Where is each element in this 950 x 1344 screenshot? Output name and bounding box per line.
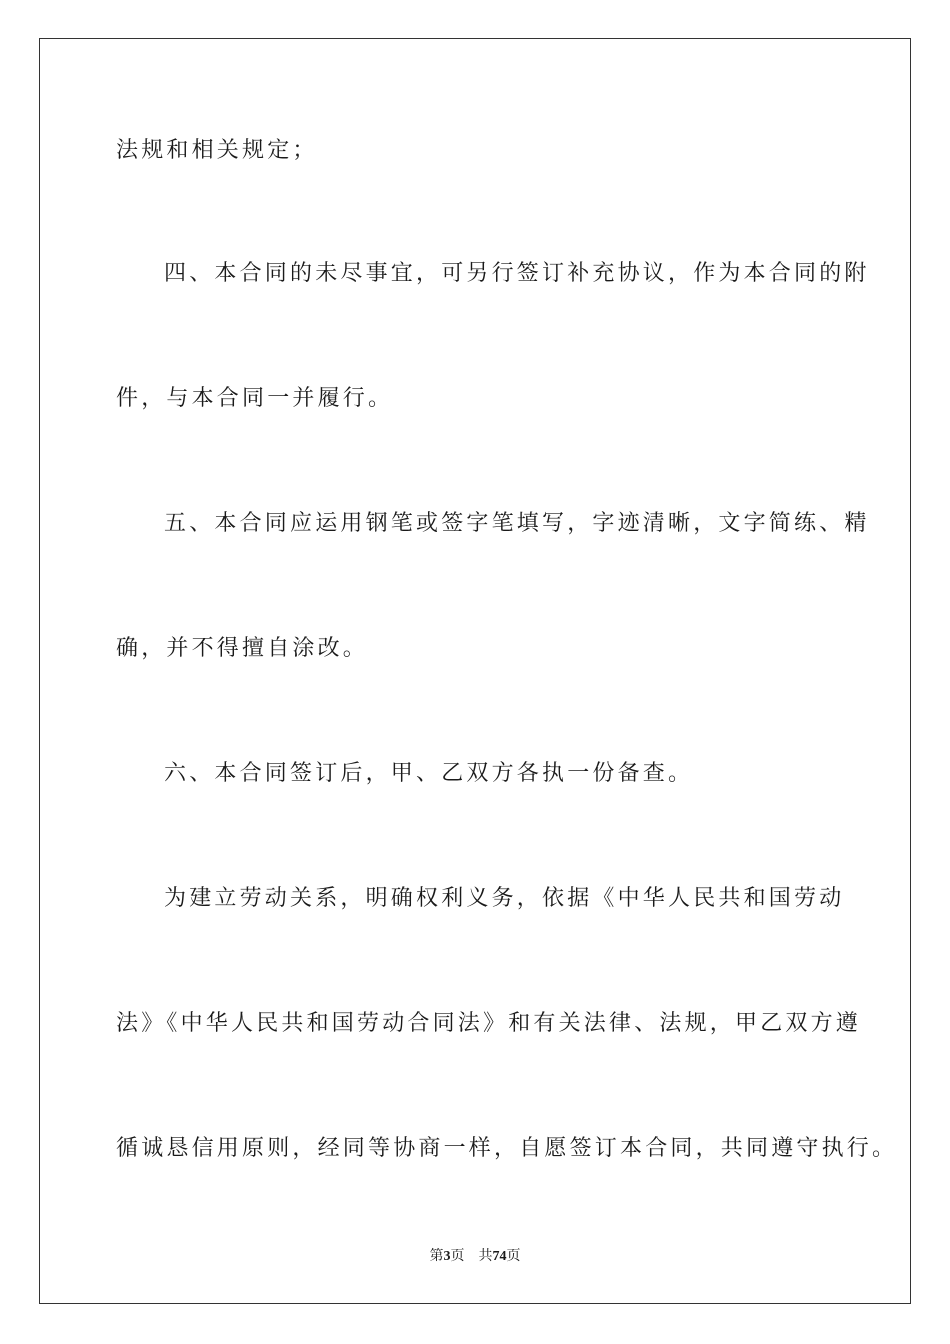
page-footer: [0, 1245, 950, 1265]
footer-page-prefix: 第: [429, 1249, 444, 1264]
text-line: 五、本合同应运用钢笔或签字笔填写，字迹清晰，文字简练、精: [164, 511, 870, 536]
text-line: 法》《中华人民共和国劳动合同法》和有关法律、法规，甲乙双方遵: [116, 1011, 862, 1036]
footer-page-suffix: 页: [450, 1249, 465, 1264]
text-line: 六、本合同签订后，甲、乙双方各执一份备查。: [164, 761, 694, 786]
text-line: 循诚恳信用原则，经同等协商一样，自愿签订本合同，共同遵守执行。: [116, 1136, 898, 1161]
footer-page-number: 3: [443, 1249, 451, 1264]
text-line: 为建立劳动关系，明确权利义务，依据《中华人民共和国劳动: [164, 886, 845, 911]
text-line: 确，并不得擅自涂改。: [116, 636, 369, 661]
footer-total-suffix: 页: [506, 1249, 521, 1264]
footer-total-prefix: 共: [478, 1249, 493, 1264]
text-line: 件，与本合同一并履行。: [116, 386, 394, 411]
text-line: 法规和相关规定；: [116, 138, 318, 163]
page-border: [39, 38, 911, 1304]
footer-total-pages: 74: [492, 1249, 507, 1264]
text-line: 四、本合同的未尽事宜，可另行签订补充协议，作为本合同的附: [164, 261, 870, 286]
